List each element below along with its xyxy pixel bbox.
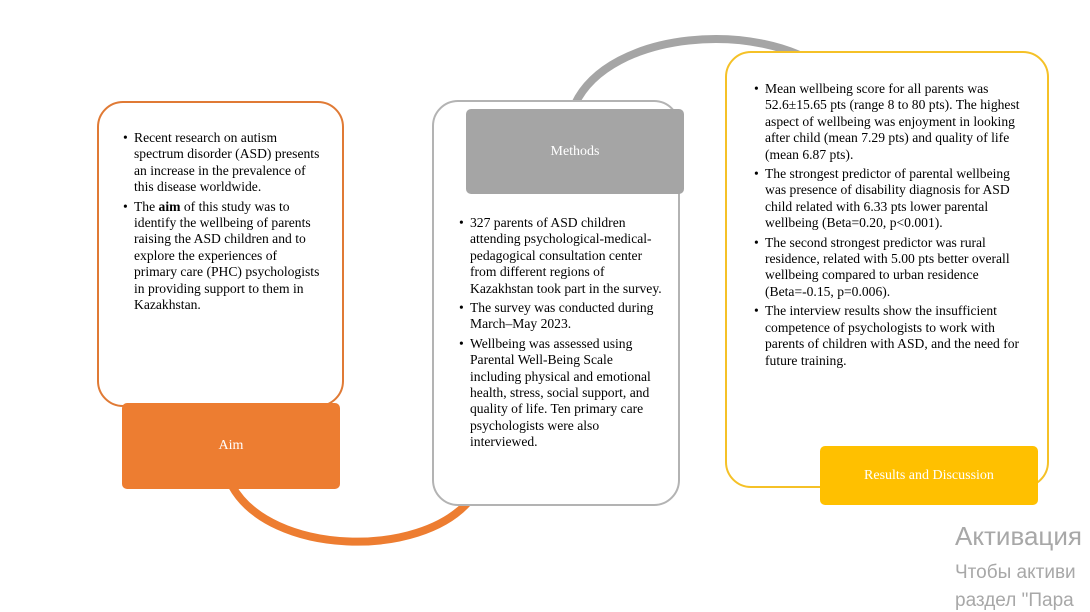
- results-list: [754, 81, 1020, 372]
- activation-watermark-line-3: раздел "Пара: [955, 590, 1074, 611]
- methods-label: Methods: [466, 109, 684, 194]
- results-item-3: • The second strongest predictor was rural residence, related with 5.00 pts better overall wellbeing compared to urban residence (Beta=-0.15, p=0.006).: [754, 235, 1020, 301]
- methods-item-2: • The survey was conducted during March–May 2023.: [459, 300, 664, 333]
- aim-label: Aim: [122, 403, 340, 489]
- results-label: Results and Discussion: [820, 446, 1038, 505]
- aim-text-box: [97, 101, 344, 407]
- orange-connector-arc: [232, 486, 470, 542]
- activation-watermark-line-2: Чтобы активи: [955, 562, 1076, 583]
- aim-bold-word: aim: [158, 198, 181, 214]
- activation-watermark-title: Активация: [955, 521, 1082, 551]
- results-item-4: • The interview results show the insufficient competence of psychologists to work with parents of children with ASD, and the need for future training.: [754, 303, 1020, 369]
- methods-list: [459, 215, 664, 454]
- results-text-box: [725, 51, 1049, 488]
- methods-item-1: • 327 parents of ASD children attending psychological-medical-pedagogical consultation center from different regions of Kazakhstan took part in the survey.: [459, 215, 664, 297]
- results-item-2: • The strongest predictor of parental wellbeing was presence of disability diagnosis for ASD child related with 6.33 pts lower parental wellbeing (Beta=0.20, p<0.001).: [754, 166, 1020, 232]
- aim-item-2: • The aim of this study was to identify the wellbeing of parents raising the ASD children and to explore the experiences of primary care (PHC) psychologists in providing support to them in Kazakhstan.: [123, 199, 323, 314]
- results-item-1: • Mean wellbeing score for all parents was 52.6±15.65 pts (range 8 to 80 pts). The highest aspect of wellbeing was enjoyment in looking after child (mean 7.29 pts) and quality of life (mean 6.87 pts).: [754, 81, 1020, 163]
- aim-list: [123, 130, 323, 316]
- methods-item-3: • Wellbeing was assessed using Parental Well-Being Scale including physical and emotional health, stress, social support, and quality of life. Ten primary care psychologists were also interviewed.: [459, 336, 664, 451]
- aim-item-1: • Recent research on autism spectrum disorder (ASD) presents an increase in the prevalence of this disease worldwide.: [123, 130, 323, 196]
